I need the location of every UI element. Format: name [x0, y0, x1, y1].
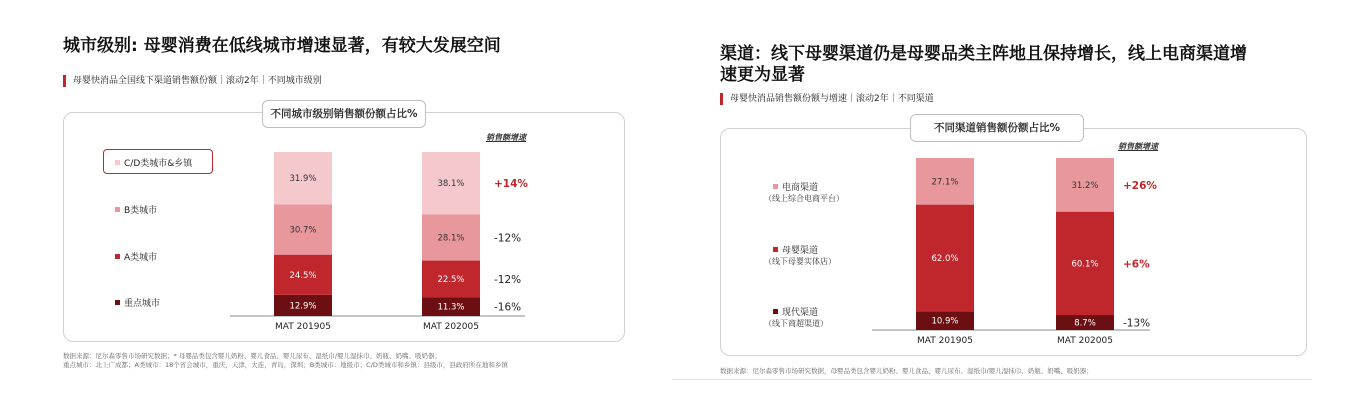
- slide-title: 城市级别: 母婴消费在低线城市增速显著，有较大发展空间: [63, 36, 501, 56]
- slide-title-line: 渠道：线下母婴渠道仍是母婴品类主阵地且保持增长，线上电商渠道增: [720, 44, 1247, 64]
- growth-label: -12%: [494, 232, 522, 245]
- growth-label: -13%: [1123, 317, 1151, 330]
- slide-channel: [672, 0, 1346, 410]
- footnote: 数据来源：尼尔森零售市场研究数据，母婴品类包含婴儿奶粉、婴儿食品、婴儿尿布、湿纸巾/婴儿湿抹巾、奶瓶、奶嘴、吸奶器；: [720, 367, 1093, 375]
- data-label: 30.7%: [289, 225, 317, 236]
- growth-label: +6%: [1123, 258, 1150, 271]
- legend-label: 母婴渠道: [782, 246, 819, 256]
- chart-panel-title: 不同渠道销售额份额占比%: [910, 114, 1084, 142]
- footer-divider: [672, 379, 1312, 380]
- slide-subtitle: 母婴快消品销售额份额与增速｜滚动2年｜不同渠道: [720, 93, 934, 105]
- data-label: 8.7%: [1074, 318, 1096, 329]
- growth-label: +14%: [494, 178, 528, 191]
- channel-stacked-bar-chart: [672, 0, 1346, 410]
- legend-sublabel: （线下母婴实体店）: [764, 257, 836, 266]
- growth-header: 销售额增速: [486, 133, 526, 142]
- x-tick-label: MAT 201905: [275, 322, 331, 332]
- data-label: 60.1%: [1071, 259, 1099, 270]
- data-label: 38.1%: [437, 179, 465, 190]
- footnote-line: 重点城市：北上广成都；A类城市：18个省会城市，重庆，天津，大连，青岛，深圳；B类城市：地级市；C/D类城市和乡镇：县级市，县政府所在地和乡镇: [63, 361, 508, 369]
- footnote-line: 数据来源：尼尔森零售市场研究数据；* 母婴品类包含婴儿奶粉、婴儿食品、婴儿尿布、湿纸巾/婴儿湿抹巾、奶瓶、奶嘴、吸奶器；: [63, 352, 442, 360]
- data-label: 12.9%: [289, 301, 317, 312]
- legend-label: 现代渠道: [782, 308, 819, 318]
- slide-subtitle: 母婴快消品全国线下渠道销售额份额｜滚动2年｜不同城市级别: [63, 75, 322, 87]
- growth-header: 销售额增速: [1118, 142, 1158, 151]
- slide-title-line: 速更为显著: [720, 65, 805, 85]
- growth-label: -12%: [494, 274, 522, 287]
- city-tier-stacked-bar-chart: [0, 0, 672, 410]
- growth-label: +26%: [1123, 179, 1157, 192]
- x-tick-label: MAT 201905: [917, 336, 973, 346]
- legend-label: A类城市: [124, 253, 158, 263]
- legend-label: B类城市: [124, 206, 158, 216]
- legend-label: C/D类城市&乡镇: [124, 159, 193, 169]
- data-label: 22.5%: [437, 275, 465, 286]
- legend-sublabel: （线下商超渠道）: [764, 319, 828, 328]
- data-label: 24.5%: [289, 270, 317, 281]
- data-label: 28.1%: [437, 233, 465, 244]
- data-label: 11.3%: [437, 302, 465, 313]
- data-label: 62.0%: [931, 253, 959, 264]
- legend-label: 电商渠道: [782, 183, 819, 193]
- data-label: 31.2%: [1071, 180, 1099, 191]
- slide-city-tier: [0, 0, 672, 410]
- chart-panel-title: 不同城市级别销售额份额占比%: [262, 100, 426, 128]
- data-label: 10.9%: [931, 316, 959, 327]
- growth-label: -16%: [494, 301, 522, 314]
- x-tick-label: MAT 202005: [1057, 336, 1113, 346]
- data-label: 27.1%: [931, 177, 959, 188]
- legend-label: 重点城市: [124, 299, 161, 309]
- x-tick-label: MAT 202005: [423, 322, 479, 332]
- data-label: 31.9%: [289, 174, 317, 185]
- legend-sublabel: （线上综合电商平台）: [764, 194, 844, 203]
- footnote: [63, 352, 663, 370]
